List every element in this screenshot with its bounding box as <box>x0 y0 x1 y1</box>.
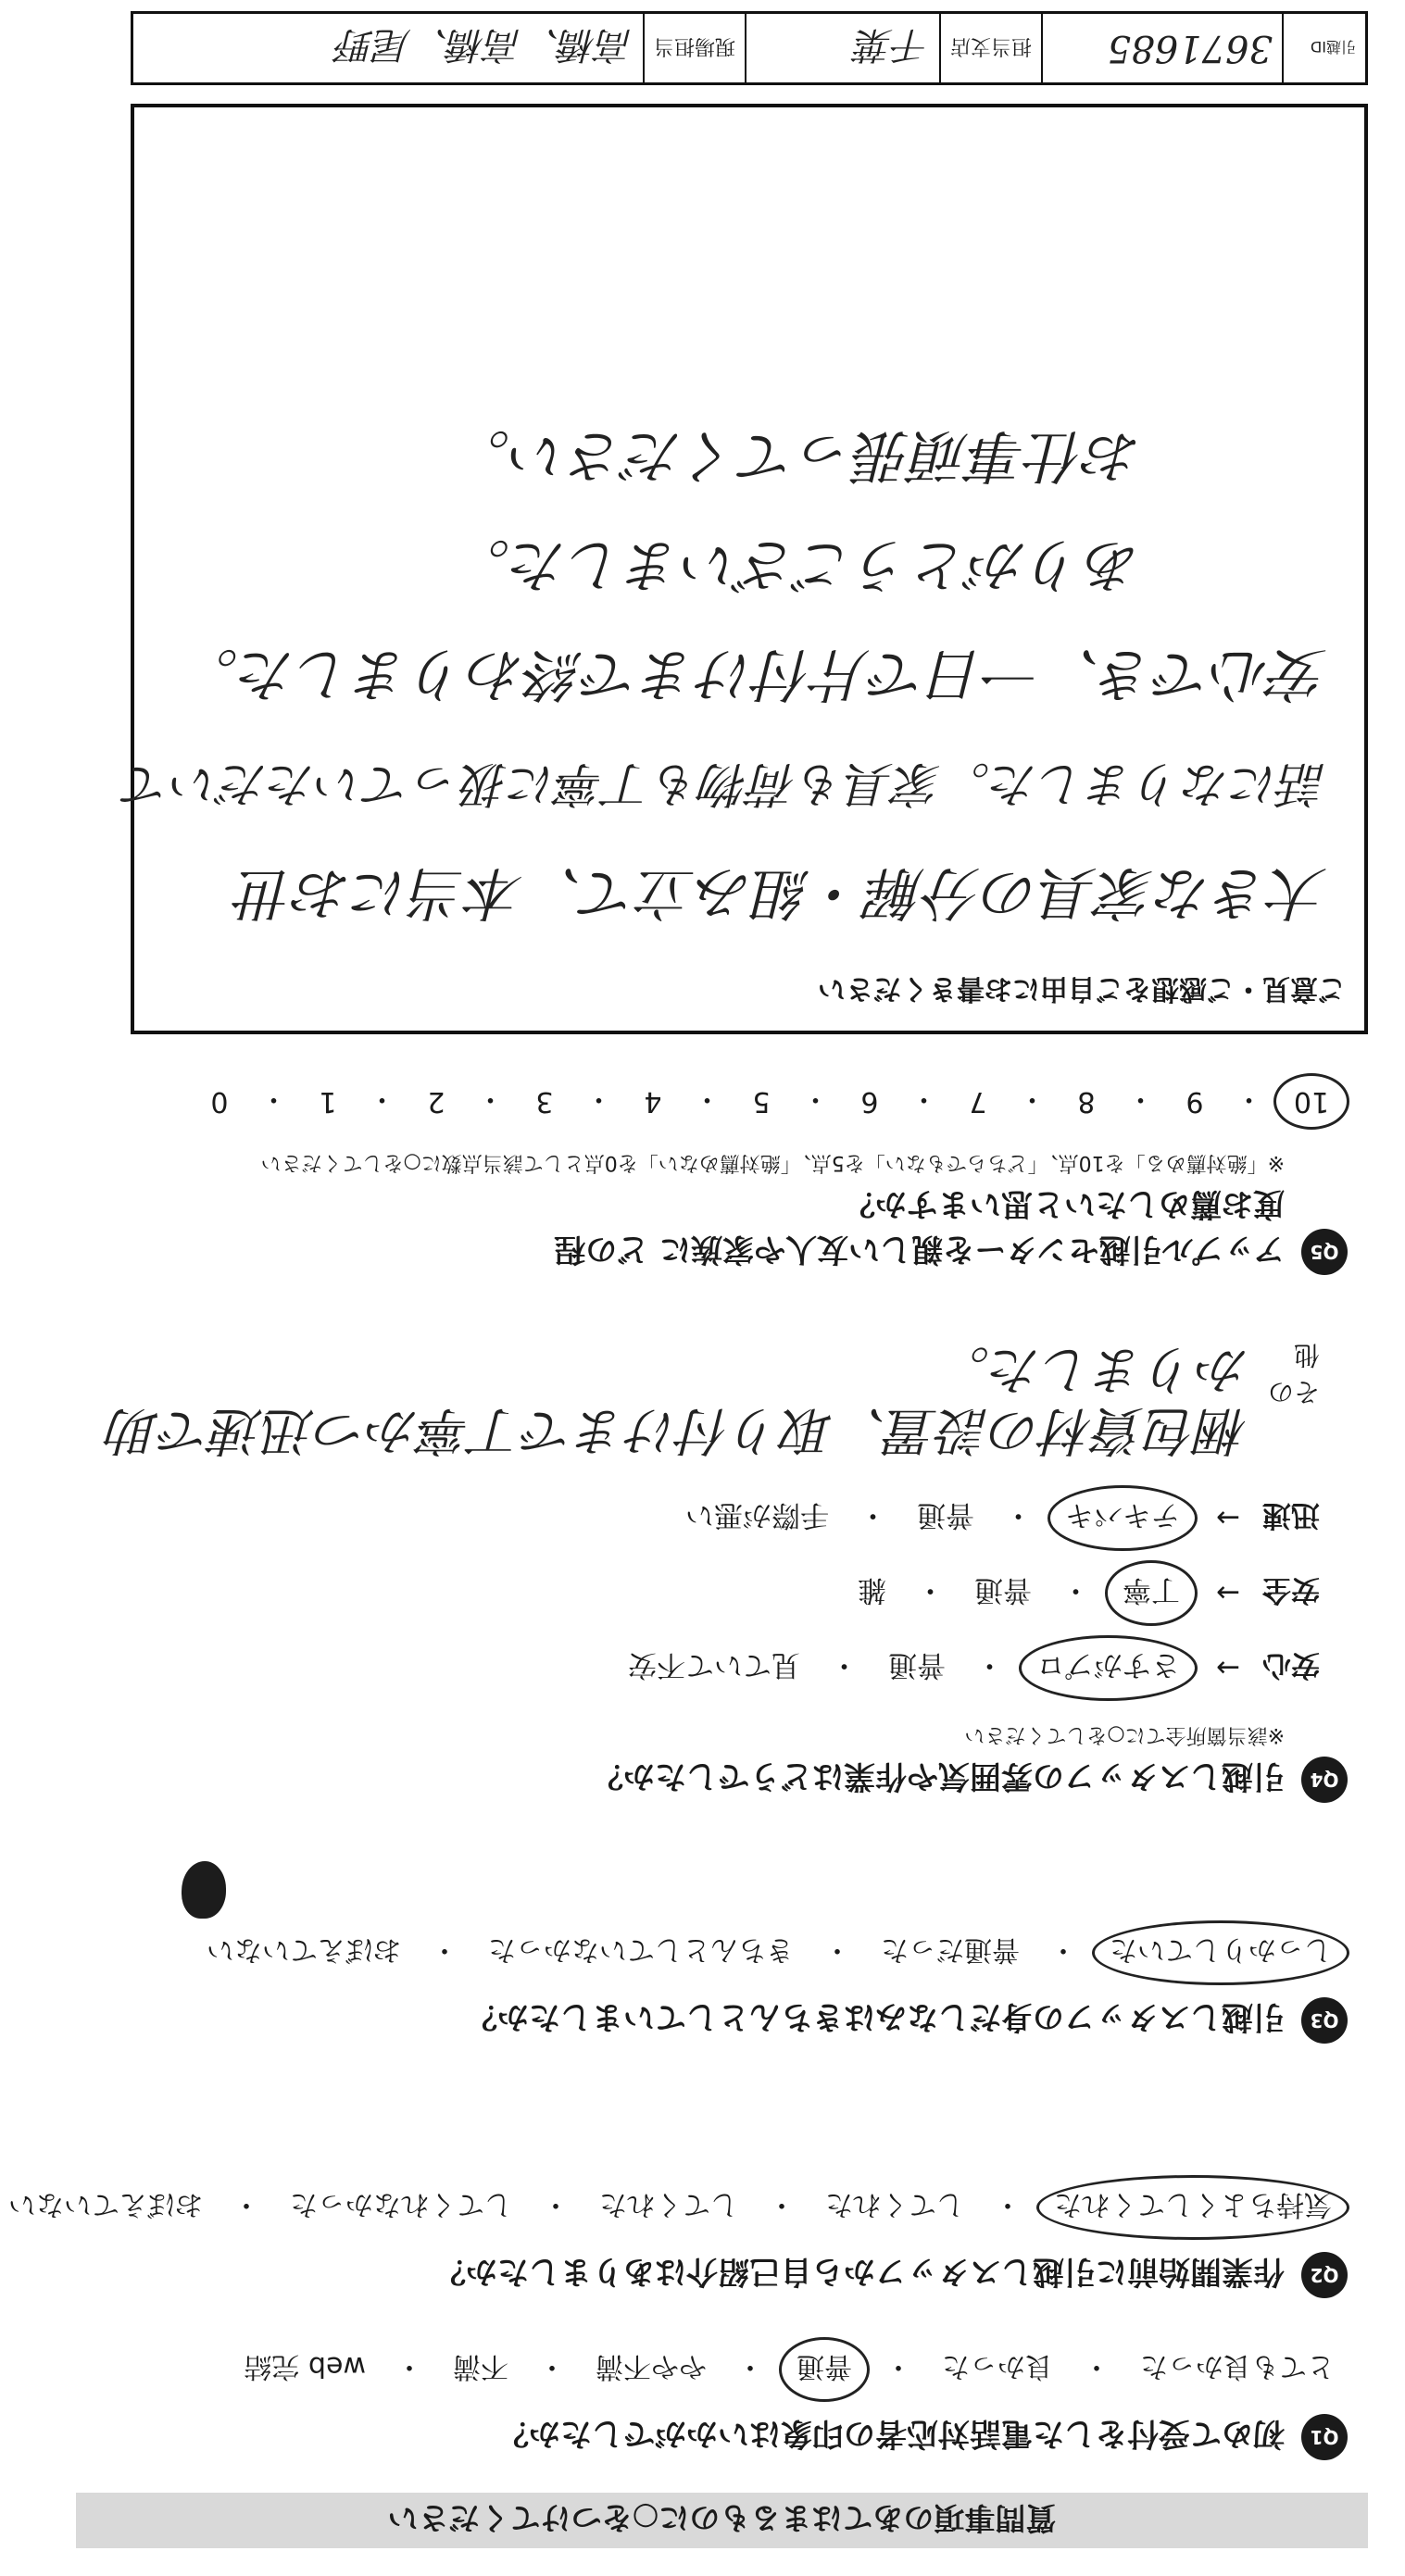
question-4 <box>69 1338 1348 1803</box>
q4-attribute-name: 安全 <box>1262 1573 1320 1607</box>
q1-option[interactable]: 不満 <box>453 2350 508 2382</box>
team-label: 現場担当 <box>643 14 745 82</box>
q4-note: ※該当箇所全てに○をしてください <box>964 1723 1285 1746</box>
comment-line: 話になりました。家具も荷物も丁寧に扱っていただいて <box>122 756 1327 811</box>
q2-option[interactable]: してくれた <box>599 2188 738 2220</box>
q3-option-selected[interactable]: しっかりしていた <box>1092 1920 1349 1985</box>
branch-value[interactable]: 千葉 <box>745 14 939 82</box>
q4-option[interactable]: 普通 <box>917 1498 975 1532</box>
q5-score[interactable]: 7 <box>969 1085 987 1119</box>
q3-option[interactable]: きちんとしていなかった <box>488 1933 794 1966</box>
q5-note: ※「絶対薦める」を10点、「どちらでもない」を5点、「絶対薦めない」を0点として該当点数に○をしてください <box>260 1151 1285 1174</box>
q1-options: とても良かった ・ 良かった ・ 普通 ・ やや不満 ・ 不満 ・ web 完結 <box>69 2349 1340 2390</box>
q2-option-selected[interactable]: 気持ちよくしてくれた <box>1036 2175 1349 2240</box>
q4-badge: Q4 <box>1301 1757 1348 1803</box>
q1-option[interactable]: やや不満 <box>596 2350 707 2382</box>
comment-line: お仕事頑張ってください。 <box>452 422 1142 490</box>
q1-option[interactable]: 良かった <box>942 2350 1053 2382</box>
id-label: 引越ID <box>1282 14 1365 82</box>
q5-text: アップル引越センターを親しい友人や家族に どの程度お薦めしたいと思いますか？ <box>554 1185 1285 1268</box>
q2-options: 気持ちよくしてくれた ・ してくれた ・ してくれた ・ してくれなかった ・ おぼえていない <box>69 2187 1340 2228</box>
comment-line: 安心でき、一日で片付けまで終わりました。 <box>181 641 1327 708</box>
q4-option[interactable]: 雑 <box>858 1573 887 1607</box>
q4-option-selected[interactable]: さすがプロ <box>1019 1635 1198 1701</box>
q3-text: 引越しスタッフの身だしなみはきちんとしていましたか？ <box>466 1998 1285 2036</box>
q5-score[interactable]: 9 <box>1185 1085 1204 1119</box>
arrow-right-icon: → <box>1216 1651 1240 1685</box>
comment-line: 大きな家具の分解・組み立て、本当にお世 <box>237 859 1327 927</box>
q4-option[interactable]: 普通 <box>888 1648 947 1682</box>
question-5 <box>69 1082 1348 1275</box>
question-2 <box>8 2187 1348 2298</box>
q2-option[interactable]: してくれた <box>825 2188 964 2220</box>
comment-line: ありがとうございました。 <box>452 531 1142 599</box>
q4-attribute-name: 安心 <box>1262 1648 1320 1682</box>
q4-attribute-row: 安心 → さすがプロ ・ 普通 ・ 見ていて不安 <box>69 1647 1320 1689</box>
q4-option[interactable]: 見ていて不安 <box>628 1648 801 1682</box>
q5-score[interactable]: 3 <box>535 1085 554 1119</box>
question-3 <box>69 1932 1348 2044</box>
q1-option-selected[interactable]: 普通 <box>779 2337 870 2402</box>
q4-text: 引越しスタッフの雰囲気や作業はどうでしたか？ <box>592 1757 1285 1795</box>
q1-option[interactable]: とても良かった <box>1140 2350 1335 2382</box>
q3-badge: Q3 <box>1301 1997 1348 2044</box>
q5-score[interactable]: 4 <box>644 1085 662 1119</box>
ink-blot <box>182 1861 226 1919</box>
q4-option-selected[interactable]: 丁寧 <box>1105 1560 1198 1626</box>
q5-badge: Q5 <box>1301 1229 1348 1275</box>
q5-score[interactable]: 0 <box>210 1085 229 1119</box>
id-table <box>131 11 1368 85</box>
q5-score[interactable]: 5 <box>752 1085 771 1119</box>
q5-scale: 10 ・ 9 ・ 8 ・ 7 ・ 6 ・ 5 ・ 4 ・ 3 ・ 2 ・ 1 ・ 0 <box>69 1082 1340 1122</box>
q5-score[interactable]: 6 <box>860 1085 879 1119</box>
q4-option-selected[interactable]: テキパキ <box>1047 1485 1198 1551</box>
q5-score[interactable]: 2 <box>427 1085 445 1119</box>
q1-option[interactable]: web 完結 <box>244 2350 366 2382</box>
q4-other-label: その他 <box>1267 1340 1320 1407</box>
survey-instruction-banner: 質問事項のあてはまるものに○をつけてください <box>76 2493 1368 2548</box>
q3-options: しっかりしていた ・ 普通だった ・ きちんとしていなかった ・ おぼえていない <box>69 1932 1340 1973</box>
q1-text: 初めて受付をした電話対応者の印象はいかがでしたか？ <box>497 2415 1285 2453</box>
q4-attribute-name: 迅速 <box>1262 1498 1320 1532</box>
q2-option[interactable]: してくれなかった <box>290 2188 512 2220</box>
arrow-right-icon: → <box>1216 1576 1240 1610</box>
q2-option[interactable]: おぼえていない <box>8 2188 203 2220</box>
team-value[interactable]: 高橋、高橋、尾野 <box>337 23 634 67</box>
q2-text: 作業開始前に引越しスタッフから自己紹介はありましたか？ <box>434 2253 1285 2291</box>
q2-badge: Q2 <box>1301 2252 1348 2298</box>
q1-badge: Q1 <box>1301 2414 1348 2460</box>
comment-handwriting <box>122 401 1327 947</box>
q4-option[interactable]: 手際が悪い <box>685 1498 830 1532</box>
comment-box[interactable] <box>122 104 1368 1034</box>
q3-option[interactable]: おぼえていない <box>207 1933 401 1966</box>
q4-attribute-row: 迅速 → テキパキ ・ 普通 ・ 手際が悪い <box>69 1497 1320 1539</box>
q4-other-handwriting[interactable]: 梱包資材の設置、取り付けまで丁寧かつ迅速で助かりました。 <box>107 1339 1249 1460</box>
q5-score-selected[interactable]: 10 <box>1273 1074 1349 1131</box>
q4-attribute-row: 安全 → 丁寧 ・ 普通 ・ 雑 <box>69 1572 1320 1614</box>
q4-other-row <box>69 1338 1320 1460</box>
question-1 <box>69 2349 1348 2460</box>
id-value[interactable]: 3671685 <box>1041 14 1282 82</box>
q5-score[interactable]: 1 <box>319 1085 337 1119</box>
q5-score[interactable]: 8 <box>1077 1085 1096 1119</box>
q3-option[interactable]: 普通だった <box>881 1933 1020 1966</box>
comment-title: ご意見・ご感想をご自由にお書きください <box>818 972 1346 1005</box>
branch-label: 担当支店 <box>939 14 1041 82</box>
q4-option[interactable]: 普通 <box>974 1573 1033 1607</box>
arrow-right-icon: → <box>1216 1501 1240 1535</box>
